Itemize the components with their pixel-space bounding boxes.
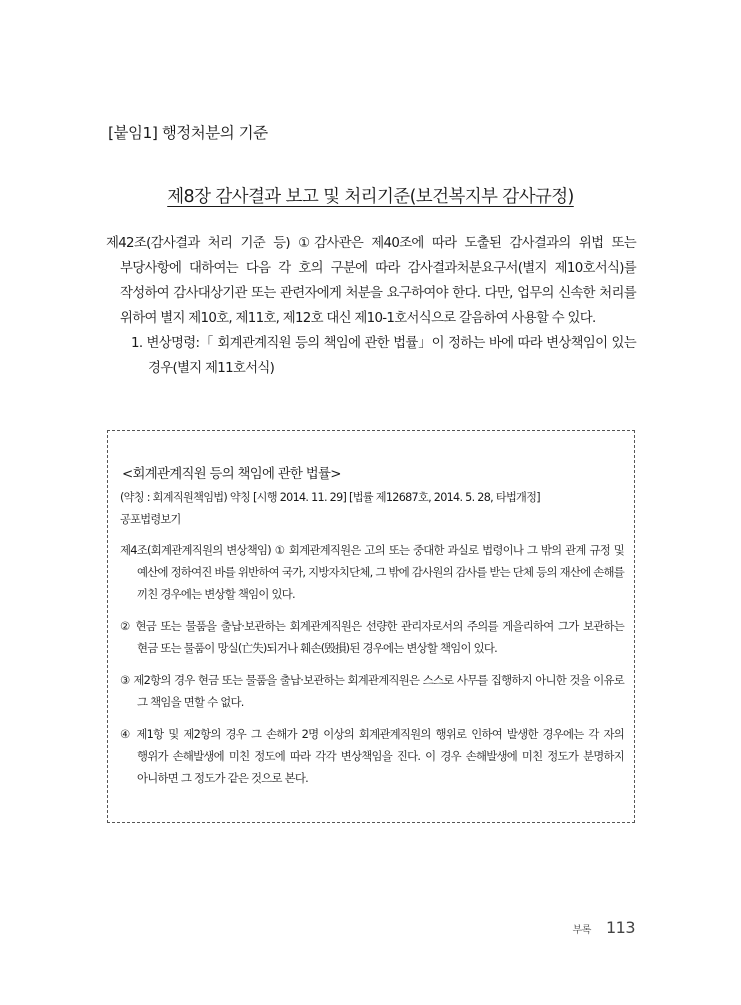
law-paragraph-1: 제4조(회계관계직원의 변상책임) ① 회계관계직원은 고의 또는 중대한 과실로 법령이나 그 밖의 관계 규정 및 예산에 정하여진 바를 위반하여 국가, 지방자치단체, 그 밖에 감사원의 감사를 받는 단체 등의 재산에 손해를 끼친 경우에는 변상할 책임이 있다.: [120, 543, 624, 601]
attachment-header: [붙임1] 행정처분의 기준: [108, 124, 268, 142]
law-meta: (약칭 : 회계직원책임법) 약칭 [시행 2014. 11. 29] [법률 제12687호, 2014. 5. 28, 타법개정]: [120, 491, 540, 504]
law-article-4: [120, 539, 624, 799]
law-excerpt-box: [107, 430, 635, 823]
article-42-item-1: 1. 변상명령:「 회계관계직원 등의 책임에 관한 법률」이 정하는 바에 따라 변상책임이 있는 경우(별지 제11호서식): [131, 336, 636, 376]
page-number: 113: [605, 918, 635, 937]
article-42: [106, 231, 636, 381]
page-footer: [573, 918, 635, 937]
law-paragraph-3: ③ 제2항의 경우 현금 또는 물품을 출납·보관하는 회계관계직원은 스스로 사무를 집행하지 아니한 것을 이유로 그 책임을 면할 수 없다.: [120, 673, 624, 709]
law-title: <회계관계직원 등의 책임에 관한 법률>: [122, 467, 341, 482]
chapter-title: [0, 183, 741, 208]
law-promulgation-link[interactable]: 공포법령보기: [120, 513, 181, 526]
article-42-body: 제42조(감사결과 처리 기준 등) ①감사관은 제40조에 따라 도출된 감사결과의 위법 또는 부당사항에 대하여는 다음 각 호의 구분에 따라 감사결과처분요구서(별지 제10호서식)를 작성하여 감사대상기관 또는 관련자에게 처분을 요구하여야 한다. 다만, 업무의 신속한 처리를 위하여 별지 제10호, 제11호, 제12호 대신 제10-1호서식으로 갈음하여 사용할 수 있다.: [106, 236, 636, 326]
law-paragraph-2: ② 현금 또는 물품을 출납·보관하는 회계관계직원은 선량한 관리자로서의 주의를 게을리하여 그가 보관하는 현금 또는 물품이 망실(亡失)되거나 훼손(毁損)된 경우에는 변상할 책임이 있다.: [120, 619, 624, 655]
chapter-title-text: 제8장 감사결과 보고 및 처리기준(보건복지부 감사규정): [167, 187, 574, 207]
footer-section-label: 부록: [572, 925, 591, 936]
law-paragraph-4: ④ 제1항 및 제2항의 경우 그 손해가 2명 이상의 회계관계직원의 행위로 인하여 발생한 경우에는 각 자의 행위가 손해발생에 미친 정도에 따라 각각 변상책임을 진다. 이 경우 손해발생에 미친 정도가 분명하지 아니하면 그 정도가 같은 것으로 본다.: [120, 727, 624, 785]
